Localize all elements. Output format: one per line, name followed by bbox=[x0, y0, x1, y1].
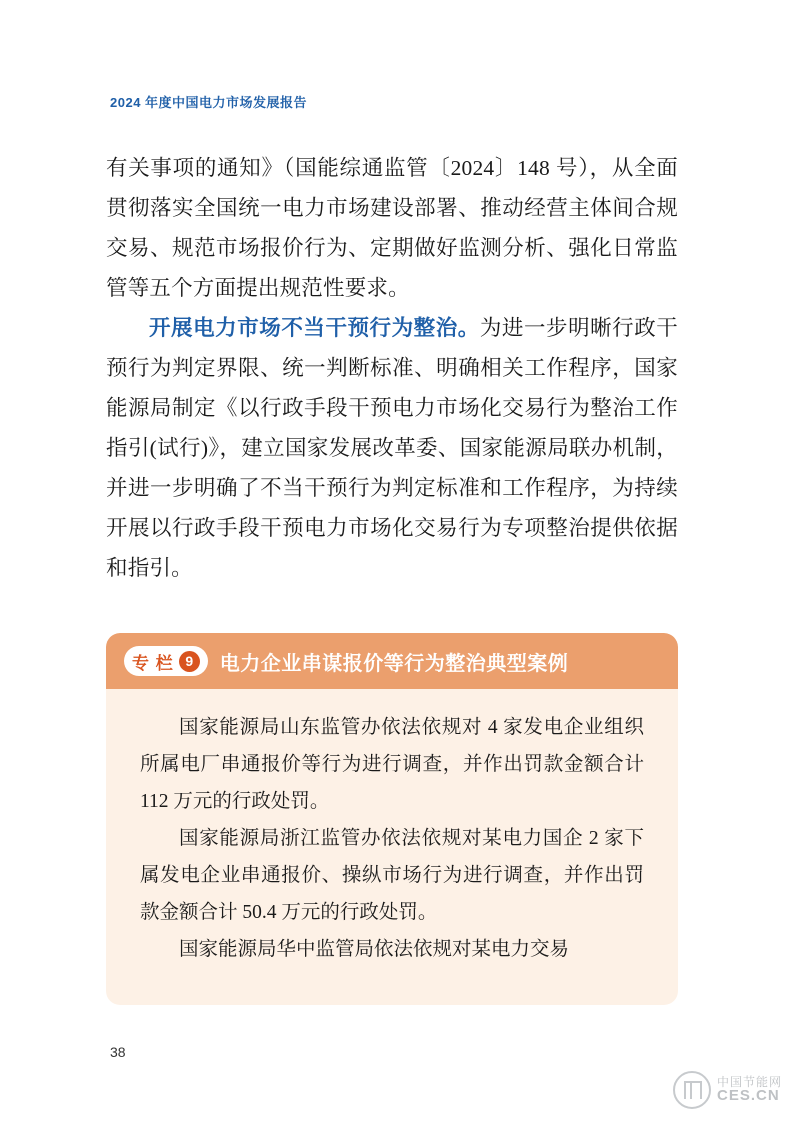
feature-box-header bbox=[106, 633, 678, 689]
body-text-area bbox=[106, 148, 678, 588]
watermark bbox=[673, 1071, 782, 1109]
feature-box-body bbox=[106, 689, 678, 968]
paragraph-intervention-text: 为进一步明晰行政干预行为判定界限、统一判断标准、明确相关工作程序，国家能源局制定《以行政手段干预电力市场化交易行为整治工作指引(试行)》，建立国家发展改革委、国家能源局联办机制，并进一步明确了不当干预行为判定标准和工作程序，为持续开展以行政手段干预电力市场化交易行为专项整治提供依据和指引。 bbox=[106, 316, 678, 580]
paragraph-intervention bbox=[106, 308, 678, 588]
feature-box bbox=[106, 633, 678, 1005]
paragraph-lead-in: 开展电力市场不当干预行为整治。 bbox=[149, 316, 480, 340]
watermark-en: CES.CN bbox=[716, 1087, 780, 1105]
feature-box-badge-label: 专 栏 bbox=[132, 653, 174, 673]
gear-building-icon bbox=[673, 1071, 711, 1109]
watermark-cn: 中国节能网 bbox=[716, 1074, 782, 1089]
running-head: 2024 年度中国电力市场发展报告 bbox=[110, 95, 308, 110]
feature-box-title: 电力企业串谋报价等行为整治典型案例 bbox=[219, 652, 569, 675]
paragraph-continued bbox=[106, 148, 678, 308]
feature-box-badge-number: 9 bbox=[179, 651, 200, 672]
feature-box-paragraph: 国家能源局浙江监管办依法依规对某电力国企 2 家下属发电企业串通报价、操纵市场行为进行调查，并作出罚款金额合计 50.4 万元的行政处罚。 bbox=[140, 828, 644, 923]
feature-box-paragraph: 国家能源局山东监管办依法依规对 4 家发电企业组织所属电厂串通报价等行为进行调查，并作出罚款金额合计 112 万元的行政处罚。 bbox=[140, 717, 644, 812]
feature-box-paragraph: 国家能源局华中监管局依法依规对某电力交易 bbox=[179, 939, 570, 960]
watermark-text bbox=[717, 1076, 782, 1104]
paragraph-continued-text: 有关事项的通知》（国能综通监管〔2024〕148 号），从全面贯彻落实全国统一电力市场建设部署、推动经营主体间合规交易、规范市场报价行为、定期做好监测分析、强化日常监管等五个方面提出规范性要求。 bbox=[106, 156, 678, 300]
page-number: 38 bbox=[110, 1044, 126, 1060]
feature-box-badge bbox=[124, 646, 208, 676]
